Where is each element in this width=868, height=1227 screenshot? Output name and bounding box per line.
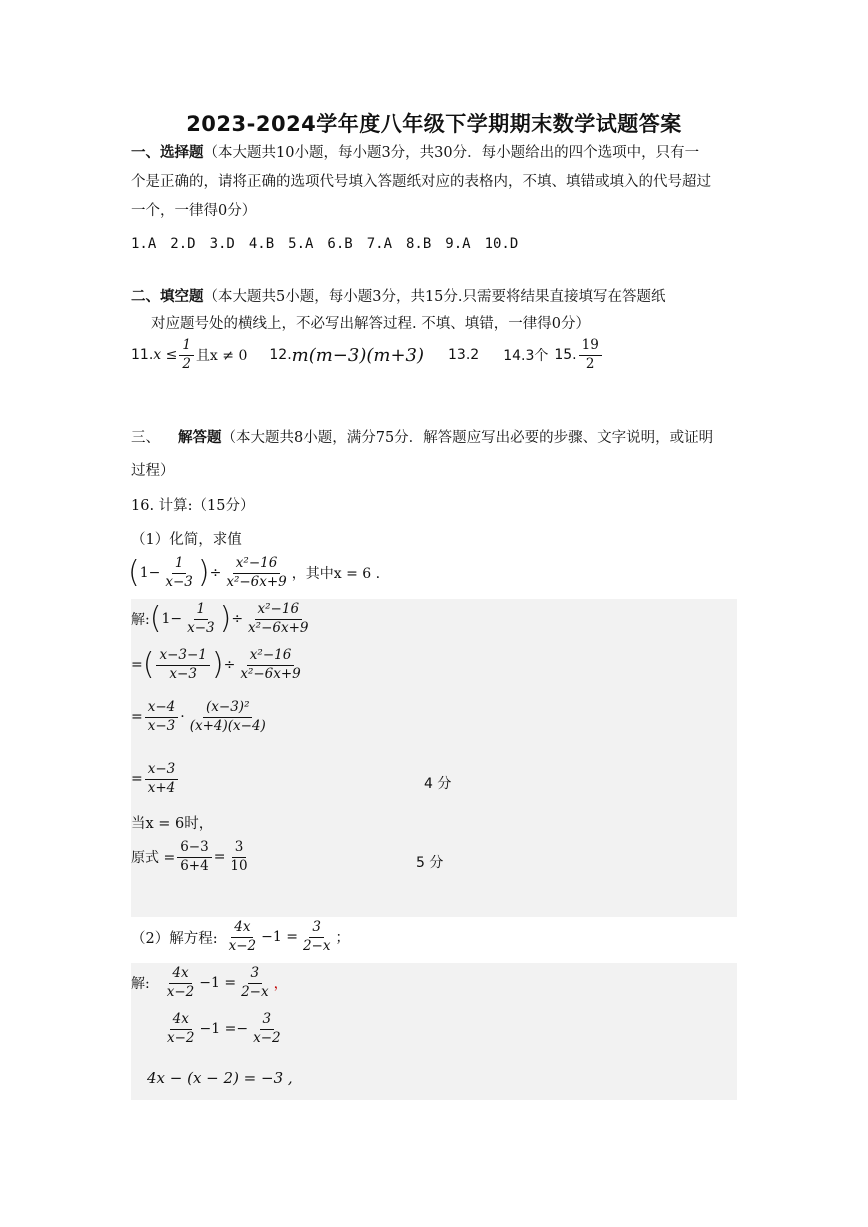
step1-frac-2 xyxy=(245,602,311,636)
section2-answers xyxy=(131,338,604,372)
step3-frac-2-den: (x+4)(x−4) xyxy=(189,717,266,734)
step2-frac-1-num: x−3−1 xyxy=(156,648,209,666)
section1-answers: 1.A 2.D 3.D 4.B 5.A 6.B 7.A 8.B 9.A 10.D xyxy=(131,236,519,252)
right-paren: ) xyxy=(211,647,224,683)
step3-frac-1-den: x−3 xyxy=(147,717,176,734)
result-eq: = xyxy=(213,849,226,866)
answer-12-expr: m(m−3)(m+3) xyxy=(291,344,425,366)
answer-11-pre: x ≤ xyxy=(153,347,178,364)
sol2-step1-frac-1-den: x−2 xyxy=(166,983,195,1000)
result-frac-1-num: 6−3 xyxy=(177,840,212,858)
section3-heading: 解答题 xyxy=(178,430,222,446)
expr-condition: ，其中x = 6 . xyxy=(291,566,381,583)
expr-one-minus: 1− xyxy=(139,565,161,582)
section1-heading: 一、选择题 xyxy=(131,145,204,161)
step2-frac-2 xyxy=(237,648,303,682)
score-5: 5 分 xyxy=(416,855,444,871)
p2-frac-2-den: 2−x xyxy=(302,937,331,954)
answer-15-frac-num: 19 xyxy=(579,338,602,356)
section1-desc-line1: （本大题共10小题，每小题3分，共30分．每小题给出的四个选项中，只有一 xyxy=(203,145,700,161)
page-title: 2023-2024学年度八年级下学期期末数学试题答案 xyxy=(186,112,682,136)
answer-11-fraction xyxy=(179,338,194,372)
section1-line1 xyxy=(131,141,699,162)
section2-desc-line1: （本大题共5小题，每小题3分，共15分.只需要将结果直接填写在答题纸 xyxy=(203,289,666,305)
p2-frac-1-den: x−2 xyxy=(228,937,257,954)
sol2-step2-frac-2-den: x−2 xyxy=(253,1029,281,1046)
step3-frac-2 xyxy=(187,700,269,734)
section1-desc-line2: 个是正确的，请将正确的选项代号填入答题纸对应的表格内，不填、填错或填入的代号超过 xyxy=(131,174,711,190)
sol1-when: 当x = 6时， xyxy=(131,816,214,832)
q16-part1-title: （1）化简，求值 xyxy=(131,532,242,548)
sol1-label: 解: xyxy=(131,612,150,629)
sol2-step2 xyxy=(162,1012,286,1046)
sol2-step2-minus-one: −1 = xyxy=(199,1021,237,1038)
section3-line1 xyxy=(131,426,713,447)
sol2-step2-frac-2-num: 3 xyxy=(260,1012,275,1030)
answer-14: 14.3个 xyxy=(503,348,549,365)
step2-frac-2-num: x²−16 xyxy=(247,648,295,666)
result-frac-2-num: 3 xyxy=(232,840,247,858)
section3-heading-prefix: 三、 xyxy=(131,430,160,446)
sol1-step3 xyxy=(131,700,271,734)
step3-frac-2-num: (x−3)² xyxy=(203,700,252,718)
expr-frac-1-num: 1 xyxy=(172,556,187,574)
step1-frac-1-num: 1 xyxy=(194,602,209,620)
step1-frac-2-num: x²−16 xyxy=(255,602,303,620)
step3-dot: · xyxy=(180,709,185,726)
result-frac-2-den: 10 xyxy=(230,857,248,874)
step4-frac-num: x−3 xyxy=(145,762,179,780)
p2-frac-2-num: 3 xyxy=(309,920,324,938)
sol1-step1 xyxy=(131,602,314,636)
sol2-step1-frac-2 xyxy=(238,966,272,1000)
q16-part1-expression xyxy=(128,556,380,590)
p2-frac-2 xyxy=(300,920,334,954)
expr-div: ÷ xyxy=(209,565,222,582)
answer-13: 13.2 xyxy=(448,347,480,364)
p2-frac-1-num: 4x xyxy=(231,920,253,938)
step4-eq: = xyxy=(131,771,143,788)
answer-11-post: 且x ≠ 0 xyxy=(195,348,248,365)
expr-frac-2-den: x²−6x+9 xyxy=(226,573,287,590)
step3-eq: = xyxy=(131,709,143,726)
step3-frac-1 xyxy=(145,700,179,734)
left-paren: ( xyxy=(149,601,162,637)
sol2-step2-frac-2 xyxy=(250,1012,284,1046)
result-frac-2 xyxy=(227,840,250,874)
sol2-step1-frac-1-num: 4x xyxy=(169,966,191,984)
left-paren: ( xyxy=(128,555,140,591)
step1-frac-1 xyxy=(184,602,218,636)
answer-15-fraction xyxy=(579,338,602,372)
answer-11-number: 11. xyxy=(131,347,154,364)
right-paren: ) xyxy=(197,555,210,591)
section3-desc-line1: （本大题共8小题，满分75分．解答题应写出必要的步骤、文字说明，或证明 xyxy=(221,430,714,446)
section2-heading: 二、填空题 xyxy=(131,289,204,305)
step2-frac-1-den: x−3 xyxy=(169,665,197,682)
step1-div: ÷ xyxy=(231,611,244,628)
sol2-step3: 4x − (x − 2) = −3 , xyxy=(147,1069,293,1087)
result-label: 原式 = xyxy=(131,850,176,867)
expr-frac-1-den: x−3 xyxy=(165,573,193,590)
q16-part2-title-line xyxy=(131,920,349,954)
sol1-step2 xyxy=(131,648,306,682)
sol1-result xyxy=(131,840,253,874)
sol2-step2-frac-1-den: x−2 xyxy=(167,1029,195,1046)
p2-minus-one: −1 = xyxy=(261,929,298,946)
left-paren: ( xyxy=(142,647,155,683)
section2-line1 xyxy=(131,285,666,306)
step4-frac xyxy=(145,762,179,796)
expr-frac-1 xyxy=(162,556,196,590)
p2-frac-1 xyxy=(226,920,260,954)
score-4: 4 分 xyxy=(424,776,452,792)
step2-eq: = xyxy=(131,657,143,674)
expr-frac-2-num: x²−16 xyxy=(233,556,281,574)
sol2-step1 xyxy=(131,966,288,1000)
step2-frac-2-den: x²−6x+9 xyxy=(240,665,301,682)
q16-header: 16. 计算:（15分） xyxy=(131,498,255,514)
sol2-step2-neg: − xyxy=(236,1021,249,1038)
expr-frac-2 xyxy=(223,556,289,590)
sol2-step2-frac-1-num: 4x xyxy=(170,1012,192,1030)
step3-frac-1-num: x−4 xyxy=(145,700,179,718)
result-frac-1 xyxy=(177,840,212,874)
section3-desc-line2: 过程） xyxy=(131,463,175,479)
section1-desc-line3: 一个，一律得0分） xyxy=(131,203,257,219)
sol2-red-comma: ， xyxy=(273,976,288,993)
step1-frac-2-den: x²−6x+9 xyxy=(248,619,309,636)
sol2-label: 解: xyxy=(131,976,150,993)
step2-frac-1 xyxy=(156,648,209,682)
step4-frac-den: x+4 xyxy=(147,779,176,796)
step1-frac-1-den: x−3 xyxy=(187,619,215,636)
answer-11-frac-num: 1 xyxy=(179,338,194,356)
section2-desc-line2: 对应题号处的横线上，不必写出解答过程. 不填、填错，一律得0分） xyxy=(151,316,590,332)
result-frac-1-den: 6+4 xyxy=(180,857,209,874)
answer-12-number: 12. xyxy=(269,347,292,364)
sol2-step1-frac-1 xyxy=(164,966,198,1000)
sol1-step4 xyxy=(131,762,180,796)
sol2-step1-frac-2-den: 2−x xyxy=(241,983,269,1000)
q16-part2-title: （2）解方程: xyxy=(131,930,218,947)
answer-15-frac-den: 2 xyxy=(585,355,595,372)
step1-one-minus: 1− xyxy=(161,611,183,628)
step2-div: ÷ xyxy=(223,657,236,674)
sol2-step2-frac-1 xyxy=(164,1012,198,1046)
answer-11-frac-den: 2 xyxy=(182,355,191,372)
p2-semicolon: ； xyxy=(335,930,350,947)
sol2-step1-frac-2-num: 3 xyxy=(248,966,263,984)
right-paren: ) xyxy=(219,601,232,637)
sol2-step1-minus-one: −1 = xyxy=(199,975,237,992)
answer-15-number: 15. xyxy=(554,347,577,364)
